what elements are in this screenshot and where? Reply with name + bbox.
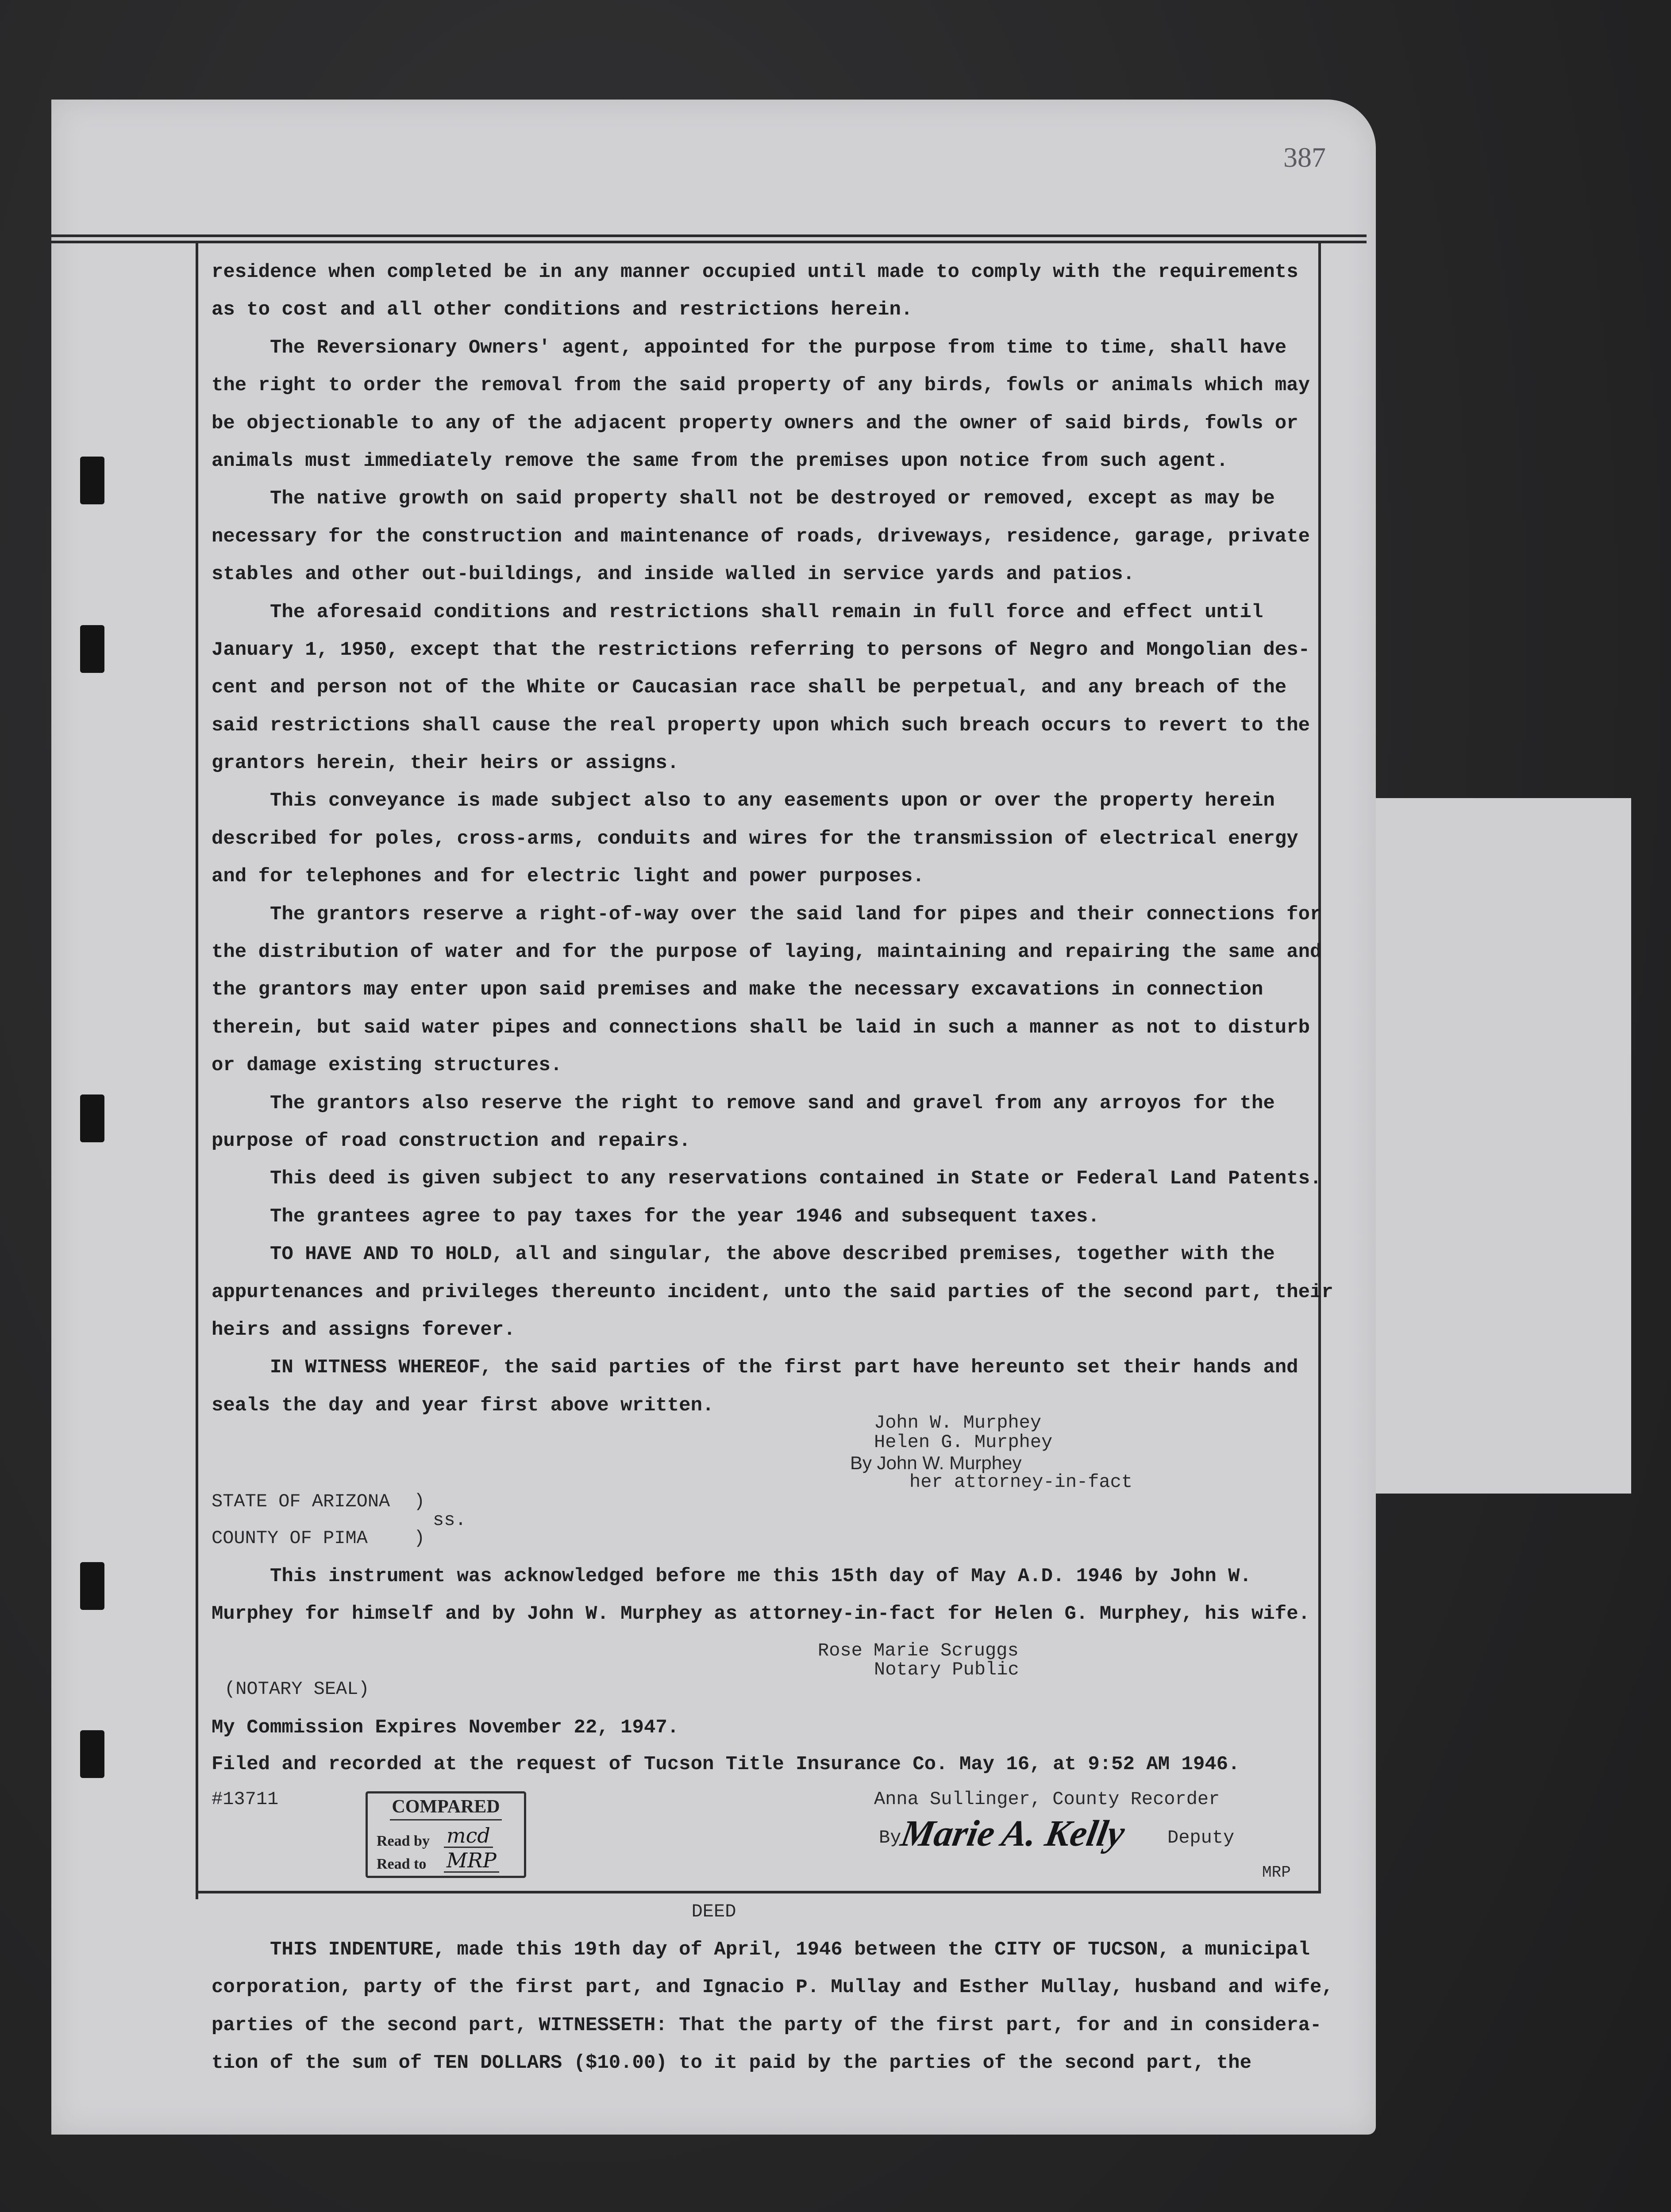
- venue-bracket: ): [414, 1491, 425, 1512]
- stamp-title: COMPARED: [392, 1797, 500, 1817]
- filing-statement: Filed and recorded at the request of Tucson Title Insurance Co. May 16, at 9:52 AM 1946.: [212, 1753, 1240, 1775]
- text-line: appurtenances and privileges thereunto incident, unto the said parties of the second part, their: [212, 1281, 1333, 1303]
- text-line: residence when completed be in any manner occupied until made to comply with the requirements: [212, 261, 1298, 283]
- deed-record-page: [51, 100, 1376, 2135]
- header-double-rule: [51, 234, 1367, 243]
- deputy-label: Deputy: [1167, 1827, 1235, 1848]
- text-line: The native growth on said property shall not be destroyed or removed, except as may be: [270, 488, 1275, 510]
- text-line: therein, but said water pipes and connections shall be laid in such a manner as not to disturb: [212, 1016, 1310, 1039]
- stamp-read-by-initials: mcd: [444, 1824, 493, 1848]
- attorney-capacity: her attorney-in-fact: [909, 1471, 1133, 1493]
- recording-initials: MRP: [1262, 1863, 1291, 1882]
- binder-hole: [80, 1562, 104, 1610]
- deputy-by-label: By: [879, 1827, 901, 1848]
- text-line: described for poles, cross-arms, conduits and wires for the transmission of electrical energy: [212, 827, 1298, 850]
- text-line: January 1, 1950, except that the restrictions referring to persons of Negro and Mongolian des-: [212, 638, 1310, 661]
- text-line: THIS INDENTURE, made this 19th day of April, 1946 between the CITY OF TUCSON, a municipal: [270, 1939, 1310, 1961]
- commission-expiry: My Commission Expires November 22, 1947.: [212, 1717, 679, 1739]
- text-line: heirs and assigns forever.: [212, 1318, 516, 1341]
- text-line: the right to order the removal from the said property of any birds, fowls or animals which may: [212, 374, 1310, 397]
- text-line: grantors herein, their heirs or assigns.: [212, 752, 679, 775]
- text-line: the distribution of water and for the purpose of laying, maintaining and repairing the same and: [212, 941, 1322, 964]
- section-divider-rule: [196, 1891, 1321, 1893]
- text-line: necessary for the construction and maintenance of roads, driveways, residence, garage, private: [212, 525, 1310, 548]
- stamp-read-to-label: Read to: [377, 1856, 427, 1872]
- text-line: corporation, party of the first part, and Ignacio P. Mullay and Esther Mullay, husband and wife,: [212, 1976, 1333, 1999]
- text-line: The Reversionary Owners' agent, appointed for the purpose from time to time, shall have: [270, 336, 1287, 359]
- stamp-underline: [390, 1819, 502, 1820]
- venue-ss: ss.: [433, 1509, 466, 1531]
- notary-seal-label: (NOTARY SEAL): [224, 1678, 370, 1700]
- text-line: stables and other out-buildings, and inside walled in service yards and patios.: [212, 563, 1135, 586]
- text-line: This conveyance is made subject also to any easements upon or over the property herein: [270, 790, 1275, 812]
- text-line: said restrictions shall cause the real property upon which such breach occurs to revert to the: [212, 714, 1310, 737]
- text-line: The grantors reserve a right-of-way over the said land for pipes and their connections for: [270, 903, 1322, 926]
- binder-hole: [80, 1730, 104, 1778]
- left-margin-rule: [196, 242, 198, 1899]
- compared-stamp: [366, 1791, 526, 1878]
- county-recorder: Anna Sullinger, County Recorder: [874, 1789, 1220, 1810]
- restrictions-text: [212, 253, 1333, 1425]
- next-deed-text: [212, 1931, 1333, 2082]
- attached-paper-strip: [1354, 798, 1631, 1494]
- stamp-read-to-initials: MRP: [444, 1849, 499, 1873]
- deed-heading: DEED: [691, 1901, 736, 1922]
- binder-hole: [80, 625, 104, 673]
- deputy-signature: Marie A. Kelly: [897, 1813, 1128, 1854]
- binder-hole: [80, 1094, 104, 1142]
- text-line: The grantees agree to pay taxes for the year 1946 and subsequent taxes.: [270, 1205, 1100, 1228]
- acknowledgment-text: [212, 1558, 1310, 1633]
- text-line: Murphey for himself and by John W. Murphey as attorney-in-fact for Helen G. Murphey, his wife.: [212, 1603, 1310, 1625]
- text-line: be objectionable to any of the adjacent property owners and the owner of said birds, fowls or: [212, 412, 1298, 434]
- stamp-read-by-label: Read by: [377, 1833, 430, 1849]
- page-number: 387: [1283, 142, 1326, 173]
- venue-state: STATE OF ARIZONA: [212, 1491, 390, 1512]
- text-line: purpose of road construction and repairs.: [212, 1129, 691, 1152]
- text-line: and for telephones and for electric light and power purposes.: [212, 865, 924, 888]
- text-line: as to cost and all other conditions and restrictions herein.: [212, 299, 913, 321]
- text-line: the grantors may enter upon said premises and make the necessary excavations in connection: [212, 979, 1263, 1001]
- text-line: parties of the second part, WITNESSETH: That the party of the first part, for and in considera-: [212, 2014, 1322, 2036]
- text-line: TO HAVE AND TO HOLD, all and singular, the above described premises, together with the: [270, 1243, 1275, 1266]
- grantor-name: Helen G. Murphey: [874, 1432, 1053, 1453]
- attorney-by-line: By John W. Murphey: [850, 1452, 1022, 1473]
- venue-bracket: ): [414, 1528, 425, 1549]
- instrument-number: #13711: [212, 1789, 279, 1810]
- text-line: This instrument was acknowledged before me this 15th day of May A.D. 1946 by John W.: [270, 1565, 1251, 1587]
- venue-county: COUNTY OF PIMA: [212, 1528, 368, 1549]
- text-line: IN WITNESS WHEREOF, the said parties of the first part have hereunto set their hands and: [270, 1356, 1298, 1379]
- text-line: The aforesaid conditions and restrictions shall remain in full force and effect until: [270, 601, 1263, 623]
- text-line: or damage existing structures.: [212, 1054, 562, 1077]
- notary-name: Rose Marie Scruggs: [818, 1640, 1019, 1661]
- grantor-name: John W. Murphey: [874, 1412, 1042, 1433]
- text-line: seals the day and year first above written.: [212, 1394, 714, 1417]
- text-line: The grantors also reserve the right to remove sand and gravel from any arroyos for the: [270, 1092, 1275, 1114]
- text-line: cent and person not of the White or Caucasian race shall be perpetual, and any breach of the: [212, 676, 1287, 699]
- text-line: tion of the sum of TEN DOLLARS ($10.00) to it paid by the parties of the second part, the: [212, 2052, 1251, 2074]
- notary-title: Notary Public: [874, 1659, 1019, 1680]
- text-line: animals must immediately remove the same from the premises upon notice from such agent.: [212, 449, 1228, 472]
- text-line: This deed is given subject to any reservations contained in State or Federal Land Patents.: [270, 1167, 1322, 1190]
- binder-hole: [80, 457, 104, 504]
